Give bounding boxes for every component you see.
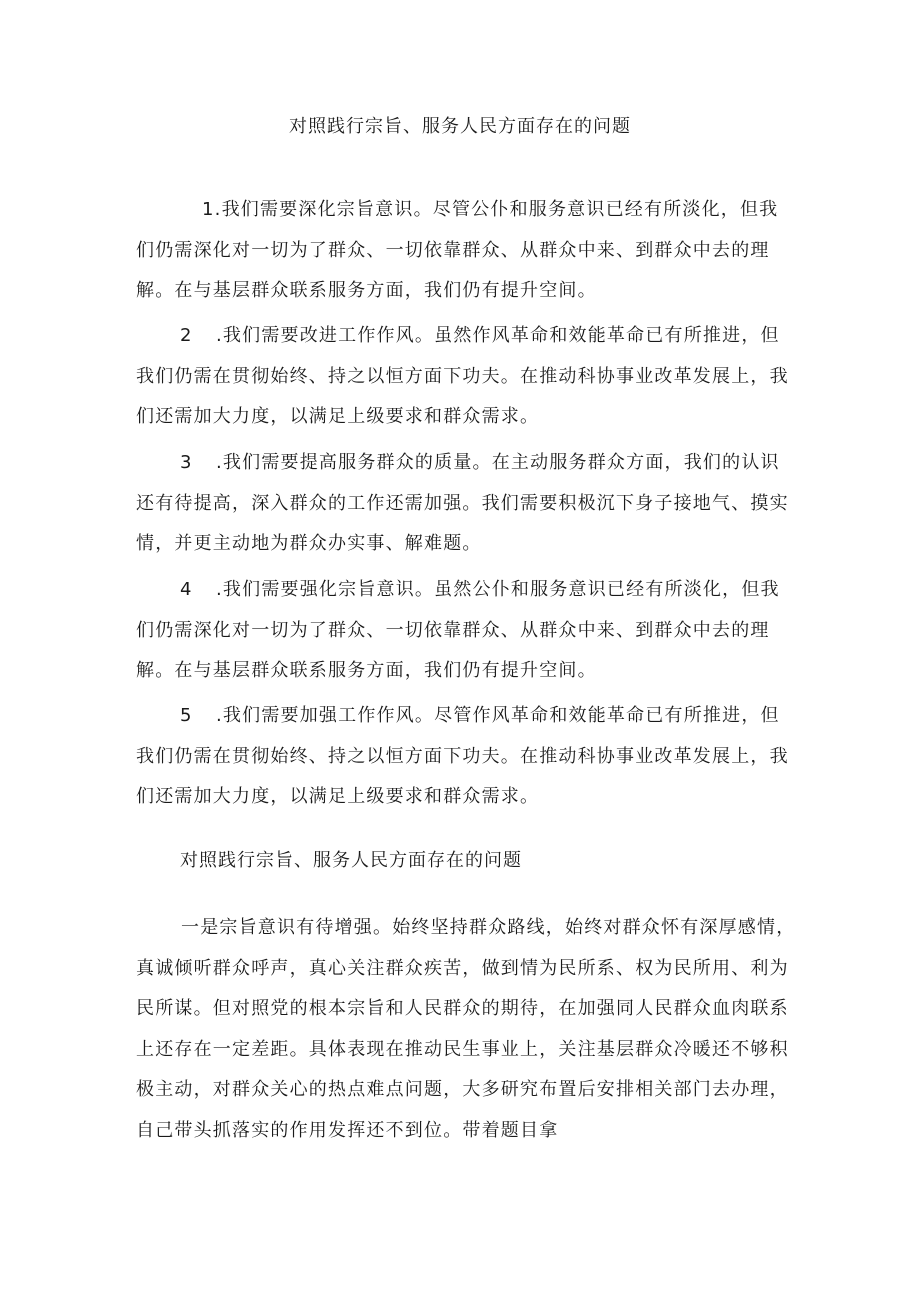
item-number: 1 (202, 199, 215, 220)
item-text: .我们需要加强工作作风。尽管作风革命和效能革命已有所推进，但我们仍需在贯彻始终、持之以恒方面下功夫。在推动科协事业改革发展上，我们还需加大力度，以满足上级要求和群众需求。 (136, 705, 789, 807)
list-item (136, 316, 796, 438)
item-text: .我们需要提高服务群众的质量。在主动服务群众方面，我们的认识还有待提高，深入群众的工作还需加强。我们需要积极沉下身子接地气、摸实情，并更主动地为群众办实事、解难题。 (136, 452, 789, 554)
list-item (136, 696, 796, 818)
item-text: .我们需要深化宗旨意识。尽管公仆和服务意识已经有所淡化，但我们仍需深化对一切为了群众、一切依靠群众、从群众中来、到群众中去的理解。在与基层群众联系服务方面，我们仍有提升空间。 (136, 199, 779, 301)
item-number: 3 (180, 452, 193, 473)
list-item (136, 443, 796, 565)
document-title: 对照践行宗旨、服务人民方面存在的问题 (289, 116, 631, 137)
section-title: 对照践行宗旨、服务人民方面存在的问题 (180, 850, 522, 871)
list-item (136, 190, 796, 312)
item-number: 4 (180, 579, 193, 600)
item-text: .我们需要改进工作作风。虽然作风革命和效能革命已有所推进，但我们仍需在贯彻始终、持之以恒方面下功夫。在推动科协事业改革发展上，我们还需加大力度，以满足上级要求和群众需求。 (136, 325, 789, 427)
section-paragraph: 一是宗旨意识有待增强。始终坚持群众路线，始终对群众怀有深厚感情，真诚倾听群众呼声，真心关注群众疾苦，做到情为民所系、权为民所用、利为民所谋。但对照党的根本宗旨和人民群众的期待，在加强同人民群众血肉联系上还存在一定差距。具体表现在推动民生事业上，关注基层群众冷暖还不够积极主动，对群众关心的热点难点问题，大多研究布置后安排相关部门去办理，自己带头抓落实的作用发挥还不到位。带着题目拿 (136, 917, 796, 1141)
list-item (136, 570, 796, 692)
item-number: 5 (180, 705, 193, 726)
item-text: .我们需要强化宗旨意识。虽然公仆和服务意识已经有所淡化，但我们仍需深化对一切为了群众、一切依靠群众、从群众中来、到群众中去的理解。在与基层群众联系服务方面，我们仍有提升空间。 (136, 579, 780, 681)
item-number: 2 (180, 325, 193, 346)
